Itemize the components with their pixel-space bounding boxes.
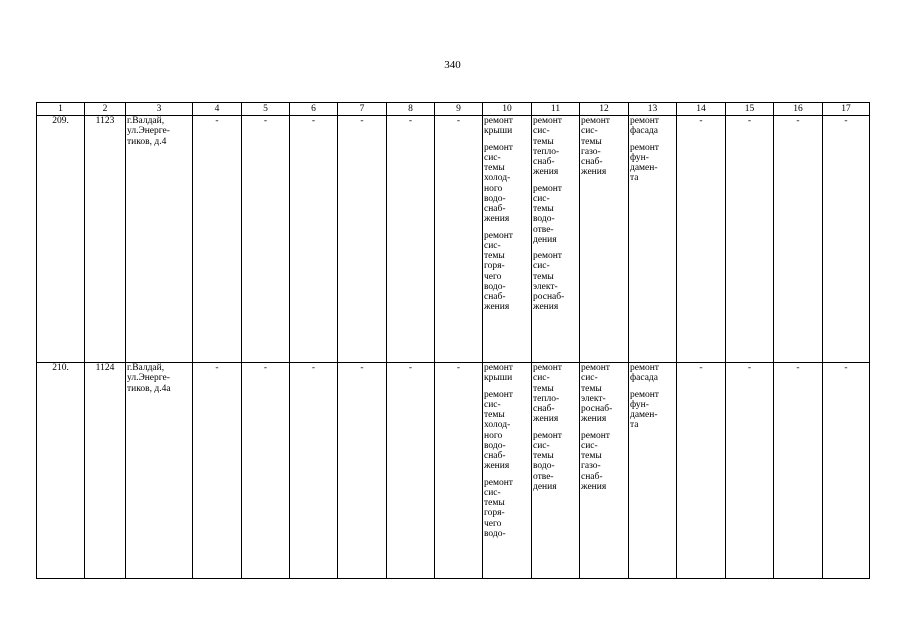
address-cell <box>126 363 193 579</box>
work-item-line: водо- <box>533 461 555 472</box>
work-item-line: сис- <box>484 399 501 410</box>
work-cell <box>532 363 580 579</box>
work-item-line: та <box>630 173 639 184</box>
work-item-line: дения <box>533 234 557 245</box>
work-item-line: чего <box>484 518 502 529</box>
column-number-row <box>37 103 870 116</box>
work-item-line: сис- <box>533 373 550 384</box>
work-item <box>581 363 627 425</box>
work-item-line: жения <box>533 302 559 313</box>
building-id: 1123 <box>85 116 126 363</box>
page-number: 340 <box>444 59 461 71</box>
work-item-line: снаб- <box>484 292 506 302</box>
dash-cell: - <box>290 363 338 579</box>
column-header: 5 <box>242 103 290 116</box>
work-item-line: ремонт <box>581 363 610 373</box>
work-item-line: холод- <box>484 173 511 184</box>
work-item-line: сис- <box>533 126 550 137</box>
work-item-line: темы <box>581 451 602 461</box>
work-item-line: темы <box>533 383 554 394</box>
work-cell <box>580 363 629 579</box>
column-header: 10 <box>483 103 532 116</box>
dash-cell: - <box>435 363 483 579</box>
work-item-line: водо- <box>484 440 506 451</box>
column-header: 9 <box>435 103 483 116</box>
dash-cell: - <box>242 363 290 579</box>
work-item-line: фун- <box>630 152 649 163</box>
dash-cell: - <box>290 116 338 363</box>
work-item <box>533 363 578 425</box>
work-item-line: газо- <box>581 146 601 157</box>
work-item <box>581 116 627 178</box>
work-item-line: горя- <box>484 508 505 519</box>
column-header: 6 <box>290 103 338 116</box>
work-item <box>630 363 675 384</box>
building-id: 1124 <box>85 363 126 579</box>
work-item-line: снаб- <box>533 157 555 167</box>
dash-cell: - <box>338 116 387 363</box>
work-item-line: темы <box>581 383 602 394</box>
work-item-line: ремонт <box>630 363 659 373</box>
work-item <box>484 478 530 540</box>
work-item-line: ремонт <box>484 389 513 400</box>
work-item-line: ремонт <box>630 116 659 126</box>
address-cell <box>126 116 193 363</box>
dash-cell: - <box>677 363 726 579</box>
column-header: 1 <box>37 103 85 116</box>
work-item-line: ремонт <box>533 251 562 261</box>
dash-cell: - <box>726 363 774 579</box>
work-item-line: сис- <box>484 240 501 251</box>
work-item-line: крыши <box>484 373 513 384</box>
work-cell <box>629 363 677 579</box>
column-header: 17 <box>823 103 870 116</box>
work-item-line: отве- <box>533 471 554 482</box>
work-item-line: тепло- <box>533 146 560 157</box>
work-item-line: дения <box>533 481 557 492</box>
work-item-line: ремонт <box>484 116 513 126</box>
dash-cell: - <box>823 363 870 579</box>
work-cell <box>629 116 677 363</box>
works-table <box>36 102 870 579</box>
work-item-line: темы <box>484 163 505 173</box>
work-item-line: сис- <box>581 373 598 384</box>
work-item-line: сис- <box>533 261 550 272</box>
column-header: 13 <box>629 103 677 116</box>
work-item <box>630 390 675 431</box>
column-header: 12 <box>580 103 629 116</box>
work-item-line: водо- <box>533 214 555 225</box>
work-item-line: водо- <box>484 528 506 539</box>
dash-cell: - <box>242 116 290 363</box>
work-item-line: темы <box>533 451 554 461</box>
work-item <box>533 431 578 493</box>
column-header: 2 <box>85 103 126 116</box>
work-item-line: ремонт <box>581 116 610 126</box>
address-line: ул.Энерге- <box>127 126 170 137</box>
work-item-line: дамен- <box>630 163 658 173</box>
work-item-line: водо- <box>484 281 506 292</box>
work-item-line: крыши <box>484 126 513 137</box>
work-item <box>630 143 675 184</box>
work-item-line: ремонт <box>484 477 513 488</box>
work-item <box>533 116 578 178</box>
work-cell <box>483 363 532 579</box>
work-item-line: сис- <box>533 440 550 451</box>
address-line: ул.Энерге- <box>127 373 170 384</box>
work-item-line: ремонт <box>533 363 562 373</box>
work-item-line: роснаб- <box>533 292 565 302</box>
work-item-line: сис- <box>581 126 598 137</box>
work-item-line: темы <box>581 136 602 147</box>
work-item-line: снаб- <box>533 404 555 414</box>
work-item <box>533 184 578 246</box>
dash-cell: - <box>677 116 726 363</box>
work-item-line: ного <box>484 183 503 194</box>
work-item-line: газо- <box>581 461 601 472</box>
work-item-line: ремонт <box>484 363 513 373</box>
work-item-line: сис- <box>484 152 501 163</box>
work-item-line: чего <box>484 271 502 282</box>
work-cell <box>580 116 629 363</box>
work-item-line: отве- <box>533 224 554 235</box>
work-item-line: ремонт <box>533 430 562 441</box>
work-item-line: ремонт <box>484 230 513 241</box>
column-header: 4 <box>193 103 242 116</box>
address-line: г.Валдай, <box>127 116 165 126</box>
work-item-line: ремонт <box>533 116 562 126</box>
work-item <box>484 143 530 225</box>
dash-cell: - <box>774 116 823 363</box>
column-header: 8 <box>387 103 435 116</box>
work-item-line: жения <box>581 414 607 425</box>
work-item <box>484 116 530 137</box>
dash-cell: - <box>387 363 435 579</box>
work-item-line: жения <box>484 461 510 472</box>
work-item-line: холод- <box>484 420 511 431</box>
column-header: 16 <box>774 103 823 116</box>
address-line: г.Валдай, <box>127 363 165 373</box>
dash-cell: - <box>823 116 870 363</box>
work-item-line: фасада <box>630 126 658 137</box>
work-item-line: снаб- <box>484 451 506 461</box>
work-item-line: снаб- <box>484 204 506 214</box>
work-item-line: снаб- <box>581 471 603 482</box>
address-line: тиков, д.4 <box>127 136 167 147</box>
row-number: 210. <box>37 363 85 579</box>
work-item-line: ремонт <box>484 142 513 153</box>
work-item <box>484 390 530 472</box>
address-line: тиков, д.4а <box>127 383 171 394</box>
row-number: 209. <box>37 116 85 363</box>
work-item-line: сис- <box>581 440 598 451</box>
work-item <box>581 431 627 493</box>
work-item-line: ремонт <box>630 142 659 153</box>
work-item-line: ремонт <box>630 389 659 400</box>
work-item-line: жения <box>533 414 559 425</box>
work-cell <box>483 116 532 363</box>
work-item-line: та <box>630 420 639 431</box>
work-item-line: ного <box>484 430 503 441</box>
work-item-line: фасада <box>630 373 658 384</box>
work-item-line: элект- <box>581 393 606 404</box>
dash-cell: - <box>193 116 242 363</box>
dash-cell: - <box>387 116 435 363</box>
column-header: 7 <box>338 103 387 116</box>
dash-cell: - <box>338 363 387 579</box>
work-item-line: темы <box>484 410 505 420</box>
work-item <box>630 116 675 137</box>
work-item-line: жения <box>533 167 559 178</box>
work-item-line: сис- <box>484 487 501 498</box>
work-item-line: темы <box>533 204 554 214</box>
work-item-line: жения <box>581 167 607 178</box>
work-item-line: ремонт <box>581 430 610 441</box>
column-header: 3 <box>126 103 193 116</box>
work-item-line: темы <box>533 271 554 282</box>
work-item <box>484 363 530 384</box>
work-item-line: горя- <box>484 261 505 272</box>
work-item-line: дамен- <box>630 410 658 420</box>
work-item-line: сис- <box>533 193 550 204</box>
table-row <box>37 363 870 579</box>
work-item <box>533 251 578 313</box>
work-item-line: темы <box>484 498 505 508</box>
dash-cell: - <box>726 116 774 363</box>
work-cell <box>532 116 580 363</box>
work-item-line: темы <box>533 136 554 147</box>
work-item-line: жения <box>484 214 510 225</box>
work-item-line: жения <box>484 302 510 313</box>
work-item-line: водо- <box>484 193 506 204</box>
work-item-line: роснаб- <box>581 404 613 414</box>
work-item-line: ремонт <box>533 183 562 194</box>
table-row <box>37 116 870 363</box>
work-item-line: тепло- <box>533 393 560 404</box>
column-header: 11 <box>532 103 580 116</box>
column-header: 15 <box>726 103 774 116</box>
dash-cell: - <box>193 363 242 579</box>
work-item-line: элект- <box>533 281 558 292</box>
work-item-line: жения <box>581 481 607 492</box>
work-item-line: фун- <box>630 399 649 410</box>
work-item-line: темы <box>484 251 505 261</box>
column-header: 14 <box>677 103 726 116</box>
dash-cell: - <box>435 116 483 363</box>
work-item <box>484 231 530 313</box>
work-item-line: снаб- <box>581 157 603 167</box>
dash-cell: - <box>774 363 823 579</box>
